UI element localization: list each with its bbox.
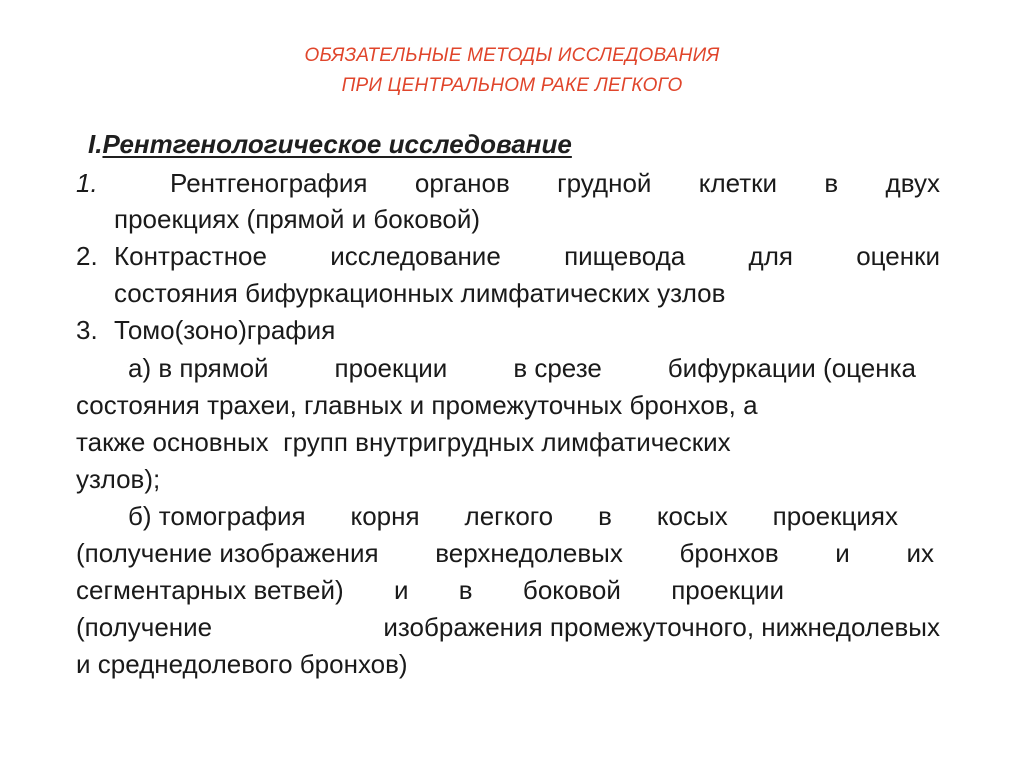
sub-b-word: (получение изображения [76,538,379,568]
item-2-number: 2. [76,241,98,271]
sub-b-word: верхнедолевых [435,538,623,568]
sub-a-line-4: узлов); [76,464,161,494]
item-3-line-1: Томо(зоно)графия [114,315,336,345]
sub-b-word: проекциях [772,501,898,531]
sub-b-line-4 [76,610,940,644]
item-1-word: двух [885,168,940,198]
sub-b-word: и [835,538,850,568]
sub-b-word: косых [656,501,728,531]
section-number: I. [88,129,103,159]
item-1-line-1 [170,166,940,200]
sub-a-word: проекции [334,353,448,383]
item-1-line-2: проекциях (прямой и боковой) [114,204,481,234]
item-2-word: пищевода [564,241,686,271]
item-2-word: оценки [856,241,940,271]
slide-title-line-2: ПРИ ЦЕНТРАЛЬНОМ РАКЕ ЛЕГКОГО [341,75,683,96]
item-1-word: клетки [698,168,778,198]
item-2-line-1 [114,239,940,273]
sub-a-word: бифуркации (оценка [667,353,916,383]
sub-b-line-2 [76,536,934,570]
sub-b-word: изображения промежуточного, нижнедолевых [383,612,940,642]
sub-b-word: б) томография [128,501,306,531]
sub-b-word: в [598,501,612,531]
sub-b-word: сегментарных ветвей) [76,575,344,605]
sub-a-line-2: состояния трахеи, главных и промежуточных бронхов, а [76,390,758,420]
sub-b-word: корня [350,501,420,531]
sub-b-word: их [906,538,934,568]
section-heading [88,127,572,161]
sub-b-line-3 [76,573,784,607]
sub-b-word: в [458,575,473,605]
sub-b-line-5: и среднедолевого бронхов) [76,649,408,679]
sub-a-word: в срезе [513,353,602,383]
item-2-word: исследование [330,241,501,271]
sub-b-word: проекции [671,575,784,605]
sub-a-line-1 [128,351,916,385]
sub-b-word: боковой [522,575,621,605]
item-1-word: в [824,168,839,198]
item-3-number: 3. [76,315,98,345]
section-heading-text: Рентгенологическое исследование [102,129,572,159]
sub-b-word: легкого [464,501,554,531]
item-2-word: Контрастное [114,241,267,271]
sub-b-word: бронхов [679,538,779,568]
sub-b-line-1 [128,499,898,533]
sub-b-word: и [393,575,409,605]
item-1-word: органов [414,168,510,198]
item-2-word: для [748,241,793,271]
item-1-word: грудной [557,168,652,198]
sub-a-line-3: также основных групп внутригрудных лимфатических [76,427,731,457]
item-2-line-2: состояния бифуркационных лимфатических узлов [114,278,726,308]
item-1-number: 1. [76,168,98,198]
sub-a-word: а) в прямой [128,353,269,383]
sub-b-word: (получение [76,612,213,642]
slide-title-line-1: ОБЯЗАТЕЛЬНЫЕ МЕТОДЫ ИССЛЕДОВАНИЯ [304,45,720,66]
item-1-word: Рентгенография [170,168,368,198]
